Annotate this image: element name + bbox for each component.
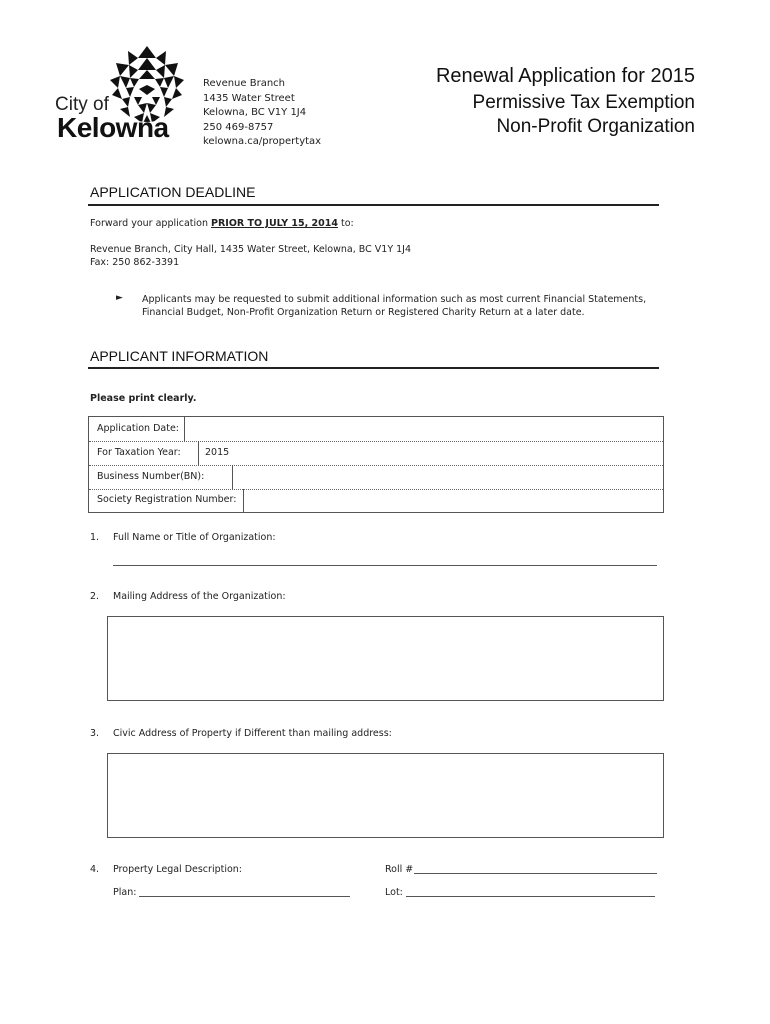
business-number-label: Business Number(BN): bbox=[97, 471, 205, 482]
bullet-arrow-icon: ► bbox=[116, 293, 123, 303]
logo-kelowna: Kelowna bbox=[57, 112, 169, 143]
deadline-fax: Fax: 250 862-3391 bbox=[90, 257, 180, 268]
deadline-rule bbox=[88, 204, 659, 206]
address-line-2: 1435 Water Street bbox=[203, 92, 295, 104]
applicant-info-table bbox=[88, 416, 664, 513]
row-taxation-year bbox=[89, 441, 663, 466]
header-address bbox=[203, 77, 321, 150]
taxation-year-input[interactable]: 2015 bbox=[205, 447, 230, 458]
logo-city-of: City of bbox=[55, 94, 109, 115]
q3-label: Civic Address of Property if Different than mailing address: bbox=[113, 728, 392, 739]
forward-date: PRIOR TO JULY 15, 2014 bbox=[211, 218, 338, 229]
applicant-rule bbox=[88, 367, 659, 369]
address-line-3: Kelowna, BC V1Y 1J4 bbox=[203, 107, 307, 118]
plan-input[interactable] bbox=[139, 896, 350, 897]
mailing-address-textarea[interactable] bbox=[107, 616, 664, 701]
q2-number: 2. bbox=[90, 591, 100, 602]
applicant-heading: APPLICANT INFORMATION bbox=[90, 348, 269, 364]
title-line-2: Permissive Tax Exemption bbox=[472, 92, 695, 113]
deadline-note-line-1: Applicants may be requested to submit additional information such as most current Financial Statements, bbox=[142, 294, 647, 305]
q3-number: 3. bbox=[90, 728, 100, 739]
taxation-year-label: For Taxation Year: bbox=[97, 447, 181, 458]
forward-line bbox=[90, 218, 354, 229]
address-line-5: kelowna.ca/propertytax bbox=[203, 136, 322, 147]
business-number-input[interactable] bbox=[241, 471, 651, 485]
roll-label: Roll # bbox=[385, 864, 414, 875]
society-number-input[interactable] bbox=[251, 494, 651, 508]
plan-label: Plan: bbox=[113, 887, 137, 898]
application-date-label: Application Date: bbox=[97, 423, 180, 434]
q1-label: Full Name or Title of Organization: bbox=[113, 532, 276, 543]
q4-label: Property Legal Description: bbox=[113, 864, 243, 875]
society-number-label: Society Registration Number: bbox=[97, 494, 237, 505]
q4-number: 4. bbox=[90, 864, 100, 875]
deadline-note bbox=[142, 293, 646, 319]
organization-name-input[interactable] bbox=[113, 565, 657, 566]
q1-number: 1. bbox=[90, 532, 100, 543]
lot-input[interactable] bbox=[406, 896, 655, 897]
civic-address-textarea[interactable] bbox=[107, 753, 664, 838]
deadline-address: Revenue Branch, City Hall, 1435 Water Street, Kelowna, BC V1Y 1J4 bbox=[90, 244, 412, 255]
row-business-number bbox=[89, 465, 663, 490]
deadline-note-line-2: Financial Budget, Non-Profit Organization Return or Registered Charity Return at a later date. bbox=[142, 307, 585, 318]
address-line-4: 250 469-8757 bbox=[203, 121, 274, 133]
row-society-number bbox=[89, 489, 663, 512]
q2-label: Mailing Address of the Organization: bbox=[113, 591, 286, 602]
title-line-3: Non-Profit Organization bbox=[496, 116, 695, 137]
forward-prefix: Forward your application bbox=[90, 218, 212, 229]
application-date-input[interactable] bbox=[193, 423, 653, 437]
title-line-1: Renewal Application for 2015 bbox=[435, 65, 695, 87]
row-application-date bbox=[89, 417, 663, 442]
lot-label: Lot: bbox=[385, 887, 403, 898]
roll-input[interactable] bbox=[414, 873, 657, 874]
print-note: Please print clearly. bbox=[90, 393, 197, 404]
forward-suffix: to: bbox=[338, 218, 354, 229]
deadline-heading: APPLICATION DEADLINE bbox=[90, 184, 256, 200]
address-line-1: Revenue Branch bbox=[203, 78, 286, 89]
